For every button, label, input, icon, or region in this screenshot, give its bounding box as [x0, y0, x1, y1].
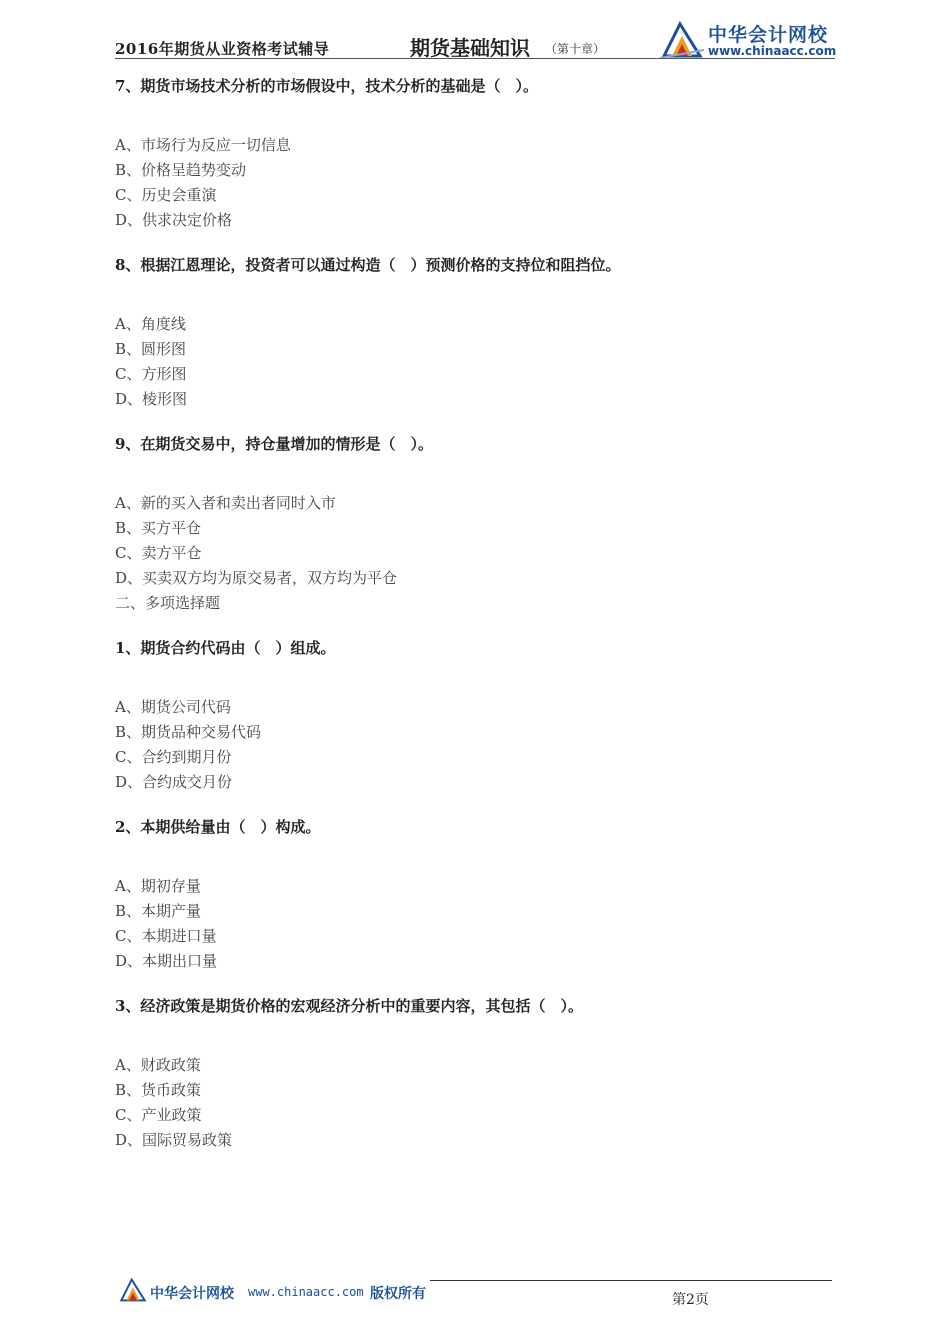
question-text: 1、期货合约代码由（ ）组成。 [115, 639, 336, 657]
logo-name: 中华会计网校 [708, 24, 829, 46]
option-b: B、本期产量 [115, 902, 202, 920]
question-list [115, 74, 835, 1153]
option-b: B、货币政策 [115, 1081, 202, 1099]
header-rule [115, 58, 835, 59]
chapter-label: （第十章） [545, 42, 606, 56]
option-a: A、财政政策 [115, 1056, 201, 1074]
option-a: A、角度线 [115, 315, 186, 333]
option-a: A、新的买入者和卖出者同时入市 [115, 494, 336, 512]
option-c: C、历史会重演 [115, 186, 217, 204]
option-c: C、本期进口量 [115, 927, 217, 945]
footer-brand: 中华会计网校 [150, 1286, 234, 1302]
option-a: A、期货公司代码 [115, 698, 231, 716]
option-b: B、期货品种交易代码 [115, 723, 262, 741]
brand-logo [660, 18, 840, 62]
option-c: C、卖方平仓 [115, 544, 202, 562]
option-c: C、方形图 [115, 365, 187, 383]
course-label: 2016年期货从业资格考试辅导 [115, 40, 330, 58]
option-a: A、市场行为反应一切信息 [115, 136, 291, 154]
option-d: D、买卖双方均为原交易者，双方均为平仓 [115, 569, 398, 587]
page-number: 第2页 [672, 1292, 709, 1308]
logo-triangle-icon [660, 20, 704, 60]
option-d: D、供求决定价格 [115, 211, 233, 229]
question-text: 8、根据江恩理论，投资者可以通过构造（ ）预测价格的支持位和阻挡位。 [115, 256, 621, 274]
section-title: 二、多项选择题 [115, 594, 221, 612]
option-c: C、产业政策 [115, 1106, 202, 1124]
footer-rights: 版权所有 [370, 1286, 426, 1302]
option-c: C、合约到期月份 [115, 748, 232, 766]
question-text: 9、在期货交易中，持仓量增加的情形是（ ）。 [115, 435, 433, 453]
question-text: 7、期货市场技术分析的市场假设中，技术分析的基础是（ ）。 [115, 77, 538, 95]
option-d: D、国际贸易政策 [115, 1131, 233, 1149]
question-text: 2、本期供给量由（ ）构成。 [115, 818, 321, 836]
option-b: B、价格呈趋势变动 [115, 161, 247, 179]
logo-url: www.chinaacc.com [708, 44, 837, 58]
subject-title: 期货基础知识 [410, 36, 530, 60]
page-header [0, 0, 950, 64]
option-d: D、棱形图 [115, 390, 188, 408]
footer-url: www.chinaacc.com [248, 1285, 364, 1299]
option-b: B、圆形图 [115, 340, 187, 358]
page-footer [0, 1270, 950, 1330]
option-a: A、期初存量 [115, 877, 201, 895]
option-d: D、合约成交月份 [115, 773, 233, 791]
footer-rule [430, 1280, 832, 1281]
question-text: 3、经济政策是期货价格的宏观经济分析中的重要内容，其包括（ ）。 [115, 997, 583, 1015]
option-d: D、本期出口量 [115, 952, 218, 970]
option-b: B、买方平仓 [115, 519, 202, 537]
footer-logo-icon [118, 1277, 148, 1303]
